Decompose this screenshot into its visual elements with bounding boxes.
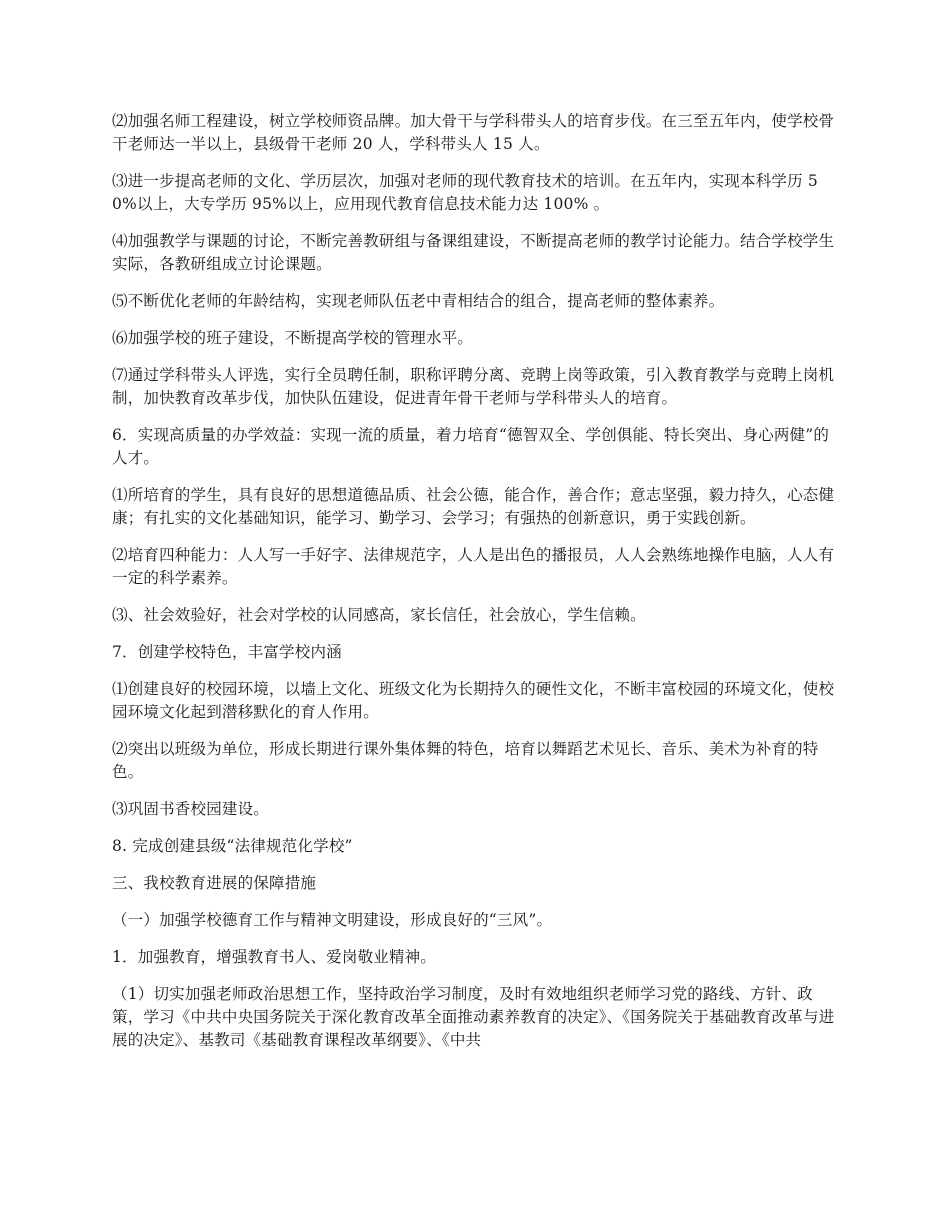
paragraph: ⑶巩固书香校园建设。 bbox=[112, 800, 270, 818]
subsection-heading: （一）加强学校德育工作与精神文明建设，形成良好的“三风”。 bbox=[112, 911, 553, 929]
paragraph: ⑶、社会效验好，社会对学校的认同感高，家长信任，社会放心，学生信赖。 bbox=[112, 606, 646, 624]
paragraph: ⑴所培育的学生，具有良好的思想道德品质、社会公德，能合作，善合作；意志坚强，毅力持久，心态健康；有扎实的文化基础知识，能学习、勤学习、会学习；有强热的创新意识，勇于实践创新。 bbox=[112, 486, 835, 527]
section-heading: 6．实现高质量的办学效益：实现一流的质量，着力培育“德智双全、学创俱能、特长突出、身心两健”的人才。 bbox=[112, 426, 830, 467]
paragraph: ⑵培育四种能力：人人写一手好字、法律规范字，人人是出色的播报员，人人会熟练地操作电脑，人人有一定的科学素养。 bbox=[112, 546, 835, 587]
section-heading: 1．加强教育，增强教育书人、爱岗敬业精神。 bbox=[112, 948, 437, 966]
document-page bbox=[112, 110, 842, 1066]
paragraph: ⑺通过学科带头人评选，实行全员聘任制，职称评聘分离、竞聘上岗等政策，引入教育教学与竞聘上岗机制，加快教育改革步伐，加快队伍建设，促进青年骨干老师与学科带头人的培育。 bbox=[112, 366, 835, 407]
paragraph: ⑷加强教学与课题的讨论，不断完善教研组与备课组建设，不断提高老师的教学讨论能力。结合学校学生实际，各教研组成立讨论课题。 bbox=[112, 232, 835, 273]
section-heading: 8. 完成创建县级“法律规范化学校” bbox=[112, 837, 353, 855]
paragraph: ⑶进一步提高老师的文化、学历层次，加强对老师的现代教育技术的培训。在五年内，实现本科学历 50%以上，大专学历 95%以上，应用现代教育信息技术能力达 100% 。 bbox=[112, 172, 818, 213]
paragraph: ⑵突出以班级为单位，形成长期进行课外集体舞的特色，培育以舞蹈艺术见长、音乐、美术为补育的特色。 bbox=[112, 740, 819, 781]
section-heading: 7．创建学校特色，丰富学校内涵 bbox=[112, 643, 342, 661]
paragraph: ⑴创建良好的校园环境，以墙上文化、班级文化为长期持久的硬性文化，不断丰富校园的环境文化，使校园环境文化起到潜移默化的育人作用。 bbox=[112, 680, 835, 721]
paragraph: ⑹加强学校的班子建设，不断提高学校的管理水平。 bbox=[112, 329, 474, 347]
chapter-heading: 三、我校教育进展的保障措施 bbox=[112, 874, 317, 892]
paragraph: ⑵加强名师工程建设，树立学校师资品牌。加大骨干与学科带头人的培育步伐。在三至五年内，使学校骨干老师达一半以上，县级骨干老师 20 人，学科带头人 15 人。 bbox=[112, 112, 835, 153]
paragraph: ⑸不断优化老师的年龄结构，实现老师队伍老中青相结合的组合，提高老师的整体素养。 bbox=[112, 292, 725, 310]
paragraph: （1）切实加强老师政治思想工作，坚持政治学习制度，及时有效地组织老师学习党的路线、方针、政策，学习《中共中央国务院关于深化教育改革全面推动素养教育的决定》、《国务院关于基础教育改革与进展的决定》、基教司《基础教育课程改革纲要》、《中共 bbox=[112, 985, 835, 1049]
